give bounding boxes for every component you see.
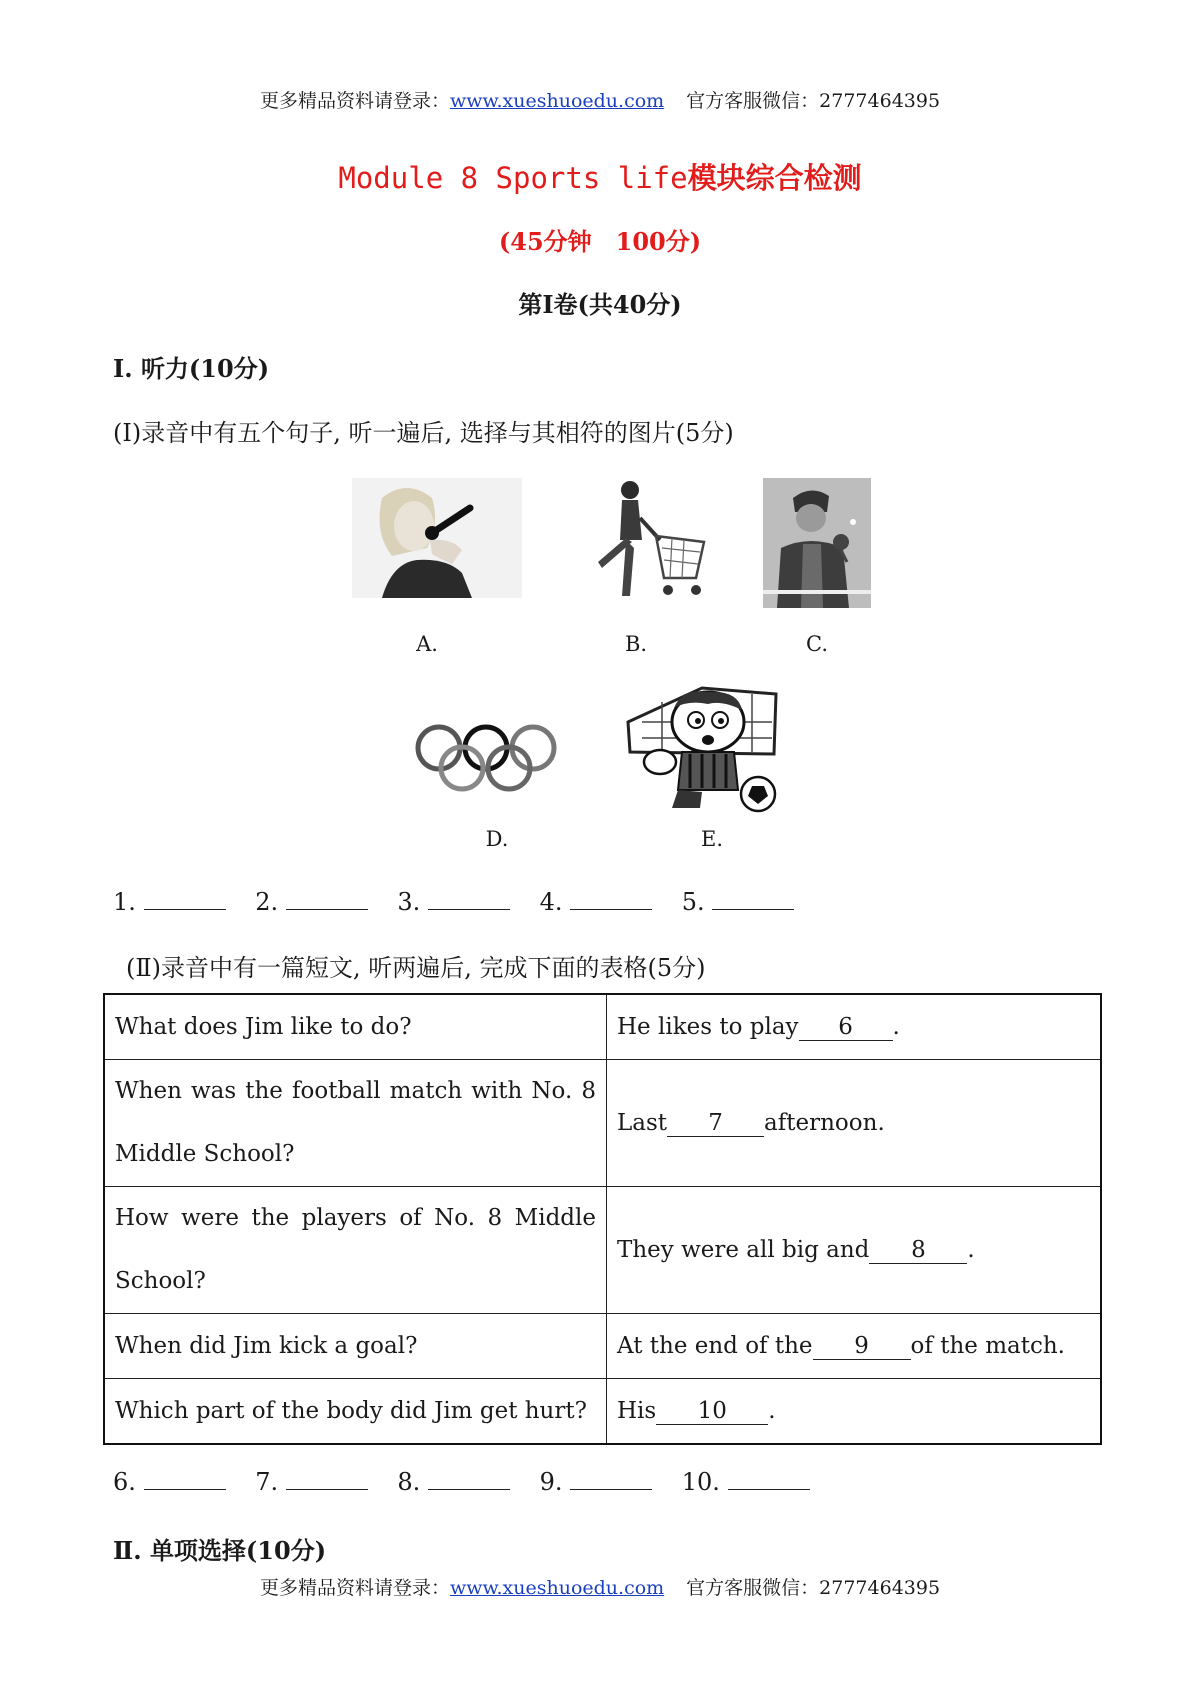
answer-suffix: of the match. bbox=[910, 1332, 1065, 1359]
answer-suffix: afternoon. bbox=[764, 1109, 885, 1136]
question-cell: Which part of the body did Jim get hurt? bbox=[104, 1379, 607, 1445]
answer-blank-5[interactable] bbox=[712, 889, 794, 910]
title-cn: 模块综合检测 bbox=[687, 161, 862, 195]
answer-blank-3[interactable] bbox=[428, 889, 510, 910]
picture-label-d: D. bbox=[485, 827, 509, 851]
question-cell: What does Jim like to do? bbox=[104, 994, 607, 1060]
blank-number: 5. bbox=[681, 888, 705, 916]
blank-number: 8. bbox=[397, 1468, 421, 1496]
blank-10[interactable]: 10 bbox=[656, 1398, 768, 1425]
listening-table bbox=[103, 993, 1102, 1445]
blank-7[interactable]: 7 bbox=[667, 1110, 764, 1137]
question-cell: How were the players of No. 8 Middle School? bbox=[104, 1187, 607, 1314]
answer-cell bbox=[607, 1187, 1102, 1314]
blank-number: 9. bbox=[539, 1468, 563, 1496]
title-en: Module 8 Sports life bbox=[338, 161, 688, 195]
answer-suffix: . bbox=[768, 1397, 776, 1424]
page-title bbox=[0, 156, 1200, 197]
answer-blank-9[interactable] bbox=[570, 1469, 652, 1490]
footer-prefix: 更多精品资料请登录： bbox=[259, 1577, 450, 1599]
picture-label-e: E. bbox=[700, 827, 723, 851]
answer-prefix: They were all big and bbox=[617, 1236, 870, 1263]
blank-6[interactable]: 6 bbox=[799, 1014, 893, 1041]
olympic-rings-icon bbox=[413, 720, 559, 796]
answer-blank-2[interactable] bbox=[286, 889, 368, 910]
answer-cell bbox=[607, 1314, 1102, 1379]
answer-cell bbox=[607, 994, 1102, 1060]
football-goalkeeper-icon bbox=[622, 682, 782, 814]
page-header bbox=[0, 86, 1200, 113]
picture-label-c: C. bbox=[806, 632, 828, 656]
answer-prefix: At the end of the bbox=[617, 1332, 813, 1359]
answer-cell bbox=[607, 1060, 1102, 1187]
answer-blank-6[interactable] bbox=[144, 1469, 226, 1490]
blank-number: 4. bbox=[539, 888, 563, 916]
footer-service: 官方客服微信：2777464395 bbox=[686, 1577, 941, 1599]
blank-number: 10. bbox=[681, 1468, 720, 1496]
blank-9[interactable]: 9 bbox=[813, 1333, 911, 1360]
blank-number: 6. bbox=[113, 1468, 136, 1496]
section2-heading: Ⅱ. 单项选择(10分) bbox=[113, 1536, 327, 1565]
blank-number: 7. bbox=[255, 1468, 279, 1496]
picture-label-a: A. bbox=[416, 632, 438, 656]
answer-cell bbox=[607, 1379, 1102, 1445]
answer-suffix: . bbox=[892, 1013, 900, 1040]
footer-link[interactable]: www.xueshuoedu.com bbox=[449, 1577, 665, 1599]
table-tennis-player-icon bbox=[763, 478, 871, 608]
exam-duration-score: (45分钟 100分) bbox=[498, 227, 702, 256]
blank-8[interactable]: 8 bbox=[869, 1237, 967, 1264]
part1-instruction: (Ⅰ)录音中有五个句子, 听一遍后, 选择与其相符的图片(5分) bbox=[113, 419, 734, 447]
answer-blank-4[interactable] bbox=[570, 889, 652, 910]
picture-label-b: B. bbox=[624, 632, 648, 656]
section1-heading: Ⅰ. 听力(10分) bbox=[113, 354, 270, 383]
answer-blank-1[interactable] bbox=[144, 889, 226, 910]
table-row bbox=[104, 1314, 1101, 1379]
answer-prefix: His bbox=[617, 1397, 657, 1424]
woman-singing-icon bbox=[352, 478, 522, 598]
blank-number: 2. bbox=[255, 888, 279, 916]
answer-blank-7[interactable] bbox=[286, 1469, 368, 1490]
answer-prefix: He likes to play bbox=[617, 1013, 799, 1040]
part2-instruction: (Ⅱ)录音中有一篇短文, 听两遍后, 完成下面的表格(5分) bbox=[126, 954, 706, 982]
shopping-cart-icon bbox=[572, 478, 712, 608]
part-heading: 第Ⅰ卷(共40分) bbox=[518, 290, 682, 319]
table-row bbox=[104, 1060, 1101, 1187]
table-row bbox=[104, 994, 1101, 1060]
blank-number: 1. bbox=[113, 888, 136, 916]
blank-number: 3. bbox=[397, 888, 421, 916]
answer-prefix: Last bbox=[617, 1109, 668, 1136]
header-link[interactable]: www.xueshuoedu.com bbox=[449, 90, 665, 112]
header-service: 官方客服微信：2777464395 bbox=[686, 90, 941, 112]
header-prefix: 更多精品资料请登录： bbox=[259, 90, 450, 112]
page-footer bbox=[0, 1573, 1200, 1600]
table-row bbox=[104, 1379, 1101, 1445]
question-cell: When did Jim kick a goal? bbox=[104, 1314, 607, 1379]
answer-suffix: . bbox=[967, 1236, 975, 1263]
answer-blanks-1-5 bbox=[113, 888, 816, 916]
table-row bbox=[104, 1187, 1101, 1314]
answer-blanks-6-10 bbox=[113, 1468, 832, 1496]
answer-blank-8[interactable] bbox=[428, 1469, 510, 1490]
question-cell: When was the football match with No. 8 Middle School? bbox=[104, 1060, 607, 1187]
answer-blank-10[interactable] bbox=[728, 1469, 810, 1490]
